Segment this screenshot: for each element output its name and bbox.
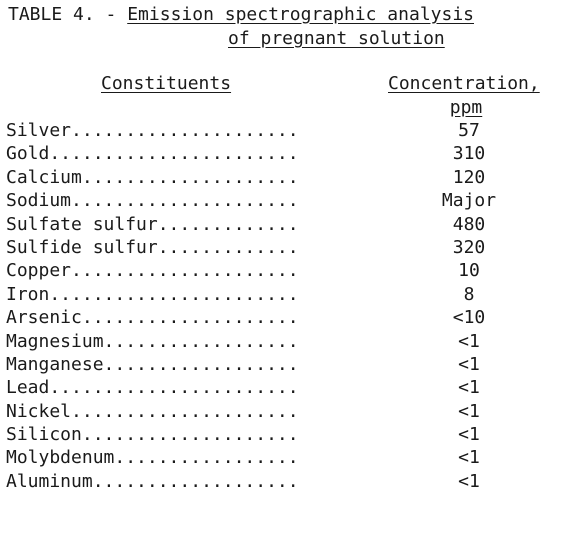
constituent-name: Magnesium..................: [6, 330, 299, 352]
table-row: [6, 237, 546, 260]
table-row: [6, 471, 546, 494]
constituent-name: Iron.......................: [6, 283, 299, 305]
constituent-name: Arsenic....................: [6, 307, 299, 329]
constituent-name: Aluminum...................: [6, 470, 299, 492]
concentration-value: <1: [458, 447, 480, 469]
table-title-line1: Emission spectrographic analysis: [127, 4, 474, 25]
concentration-value: <10: [452, 307, 486, 329]
table-row: [6, 284, 546, 307]
table-row: [6, 424, 546, 447]
table-row: [6, 214, 546, 237]
concentration-value: <1: [458, 353, 480, 375]
table-number: TABLE 4. -: [8, 4, 128, 25]
table-row: [6, 331, 546, 354]
table-row: [6, 120, 546, 143]
concentration-value: 120: [452, 166, 486, 188]
table-title-line2: of pregnant solution: [228, 28, 445, 49]
concentration-value: <1: [458, 377, 480, 399]
concentration-value: Major: [441, 190, 497, 212]
concentration-value: 10: [458, 260, 480, 282]
table-row: [6, 307, 546, 330]
table-row: [6, 401, 546, 424]
constituent-name: Copper.....................: [6, 260, 299, 282]
concentration-value: <1: [458, 330, 480, 352]
constituent-name: Gold.......................: [6, 143, 299, 165]
constituent-name: Molybdenum.................: [6, 447, 299, 469]
table-title: [8, 4, 474, 26]
table-row: [6, 447, 546, 470]
table-row: [6, 260, 546, 283]
constituent-name: Sodium.....................: [6, 190, 299, 212]
constituent-name: Calcium....................: [6, 166, 299, 188]
constituent-name: Sulfate sulfur.............: [6, 213, 299, 235]
concentration-value: 8: [463, 283, 475, 305]
constituent-name: Silicon....................: [6, 424, 299, 446]
concentration-value: 320: [452, 236, 486, 258]
concentration-value: <1: [458, 470, 480, 492]
concentration-value: <1: [458, 400, 480, 422]
table-row: [6, 377, 546, 400]
constituent-name: Manganese..................: [6, 353, 299, 375]
concentration-value: 310: [452, 143, 486, 165]
constituent-name: Silver.....................: [6, 120, 299, 141]
table-row: [6, 143, 546, 166]
constituent-name: Nickel.....................: [6, 400, 299, 422]
constituent-name: Sulfide sulfur.............: [6, 236, 299, 258]
concentration-value: <1: [458, 424, 480, 446]
column-header-unit: ppm: [449, 97, 483, 118]
table-body: [6, 120, 546, 494]
table-row: [6, 190, 546, 213]
concentration-value: 57: [458, 120, 480, 141]
column-header-constituents: Constituents: [101, 73, 232, 94]
concentration-value: 480: [452, 213, 486, 235]
column-header-concentration: Concentration,: [388, 73, 540, 94]
constituent-name: Lead.......................: [6, 377, 299, 399]
table-row: [6, 354, 546, 377]
table-row: [6, 167, 546, 190]
